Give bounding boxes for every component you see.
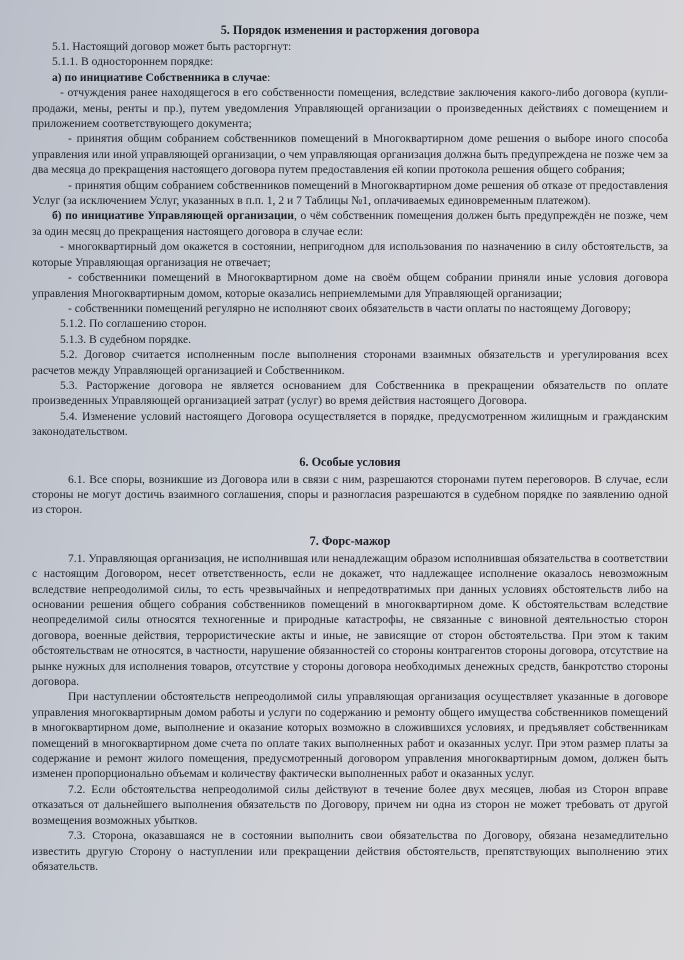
clause-5-4: 5.4. Изменение условий настоящего Договора осуществляется в порядке, предусмотренном жилищным и гражданским законодательством. [32, 409, 668, 439]
clause-7-1-continued: При наступлении обстоятельств непреодолимой силы управляющая организация осуществляет указанные в договоре управления многоквартирным домом работы и услуги по содержанию и ремонту общего имущества собственников помещений в многоквартирном доме, выполнение и оказание которых возможно в сложившихся условиях, и предъявляет собственникам помещений в многоквартирном доме счета по оплате таких выполненных работ и оказанных услуг. При этом размер платы за содержание и ремонт жилого помещения, предусмотренный договором управления многоквартирным домом, должен быть изменен пропорционально объемам и количеству фактически выполненных работ и оказанных услуг. [32, 690, 668, 781]
clause-6-1: 6.1. Все споры, возникшие из Договора или в связи с ним, разрешаются сторонами путем переговоров. В случае, если стороны не могут достичь взаимного соглашения, споры и разногласия разрешаются в судебном порядке по заявлению одной из сторон. [32, 472, 668, 517]
clause-5-1-3: 5.1.3. В судебном порядке. [60, 332, 192, 346]
clause-a-item: - отчуждения ранее находящегося в его собственности помещения, вследствие заключения какого-либо договора (купли-продажи, мены, ренты и пр.), путем уведомления Управляющей организации о произведенных действиях с помещением и приложением соответствующего документа; [32, 86, 668, 131]
clause-5-1: 5.1. Настоящий договор может быть расторгнут: [52, 40, 292, 53]
clause-5-1-2: 5.1.2. По соглашению сторон. [60, 317, 207, 331]
clause-b-text: , о чём собственник помещения должен быть предупреждён не позже, чем за один месяц до прекращения настоящего договора в случае если: [32, 209, 668, 238]
section-7-title: 7. Форс-мажор [309, 533, 391, 548]
clause-a-heading [32, 70, 668, 85]
clause-7-2: 7.2. Если обстоятельства непреодолимой силы действуют в течение более двух месяцев, любая из Сторон вправе отказаться от дальнейшего выполнения обязательств по Договору, причем ни одна из сторон не может требовать от другой возмещения возможных убытков. [32, 782, 668, 827]
clause-7-3: 7.3. Сторона, оказавшаяся не в состоянии выполнить свои обязательства по Договору, обязана незамедлительно известить другую Сторону о наступлении или прекращении действия обстоятельств, препятствующих выполнению этих обязательств. [32, 829, 668, 873]
clause-b-item: - собственники помещений в Многоквартирном доме на своём общем собрании приняли иные условия договора управления Многоквартирным домом, которые оказались неприемлемыми для Управляющей организации; [32, 271, 668, 300]
clause-b-item: - собственники помещений регулярно не исполняют своих обязательств в части оплаты по настоящему Договору; [68, 301, 631, 315]
clause-5-2: 5.2. Договор считается исполненным после выполнения сторонами взаимных обязательств и урегулирования всех расчетов между Управляющей организацией и Собственником. [32, 348, 668, 377]
section-7 [32, 533, 668, 875]
clause-5-1-1: 5.1.1. В одностороннем порядке: [52, 55, 214, 69]
section-6-title: 6. Особые условия [299, 454, 401, 469]
clause-5-3: 5.3. Расторжение договора не является основанием для Собственника в прекращении обязательств по оплате произведенных Управляющей организацией затрат (услуг) во время действия настоящего Договора. [32, 378, 668, 408]
clause-a-item: - принятия общим собранием собственников помещений в Многоквартирном доме решения об отказе от предоставления Услуг (за исключением Услуг, указанных в п.п. 1, 2 и 7 Таблицы №1, оплачиваемых единовременным платежом). [32, 178, 668, 208]
section-5-title: 5. Порядок изменения и расторжения договора [220, 23, 480, 37]
clause-a-item: - принятия общим собранием собственников помещений в Многоквартирном доме решения о выборе иного способа управления или иной управляющей организации, о чем управляющая организация должна быть предупреждена не позже чем за два месяца до прекращения настоящего договора путем предоставления ей копии протокола решения общего собрания; [32, 132, 668, 177]
clause-7-1: 7.1. Управляющая организация, не исполнившая или ненадлежащим образом исполнившая обязательства в соответствии с настоящим Договором, несет ответственность, если не докажет, что надлежащее исполнение оказалось невозможным вследствие непреодолимой силы, то есть чрезвычайных и непредотвратимых при данных условиях обстоятельств либо на основании решения общего собрания собственников помещений в многоквартирном доме. К обстоятельствам вследствие неопределимой силы относятся техногенные и природные катастрофы, не связанные с виновной деятельностью сторон договора, военные действия, террористические акты и иные, не зависящие от сторон обстоятельства. При этом к таким обстоятельствам не относятся, в частности, нарушение обязанностей со стороны контрагентов стороны договора, отсутствие на рынке нужных для исполнения товаров, отсутствие у стороны договора необходимых денежных средств, банкротство стороны договора. [32, 551, 668, 689]
clause-b-label: б) по инициативе Управляющей организации [52, 209, 294, 223]
clause-b-heading [32, 208, 668, 239]
section-5 [32, 22, 668, 440]
clause-a-colon: : [267, 70, 271, 84]
clause-a-label: а) по инициативе Собственника в случае [52, 70, 268, 84]
section-6 [32, 454, 668, 518]
clause-b-item: - многоквартирный дом окажется в состоянии, непригодном для использования по назначению в силу обстоятельств, за которые Управляющая организация не отвечает; [32, 240, 668, 269]
